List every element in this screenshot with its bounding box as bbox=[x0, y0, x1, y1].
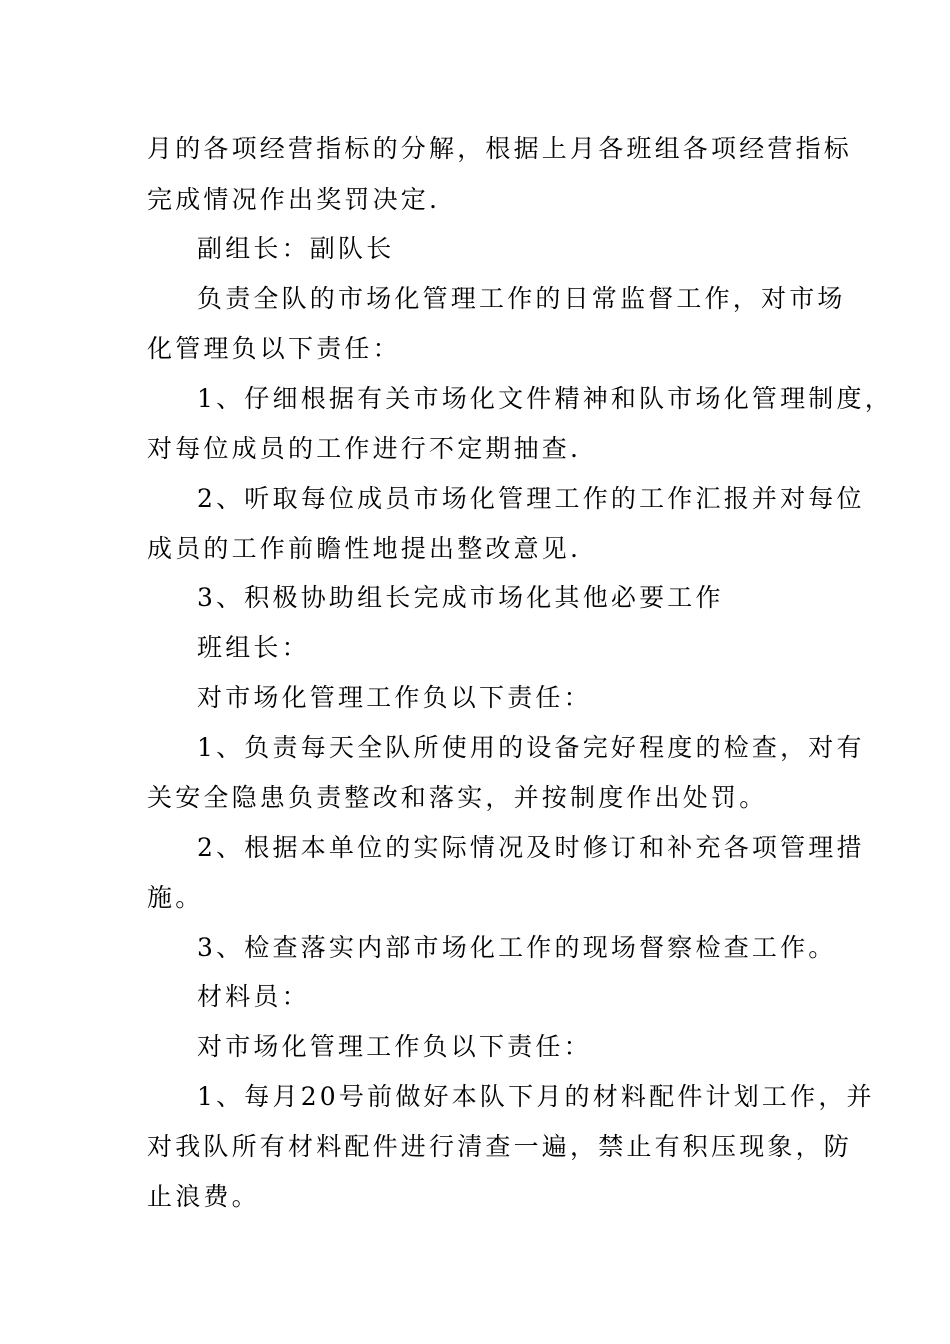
body-line: 成员的工作前瞻性地提出整改意见. bbox=[147, 534, 582, 563]
body-line: 关安全隐患负责整改和落实，并按制度作出处罚。 bbox=[147, 783, 768, 812]
body-line: 负责全队的市场化管理工作的日常监督工作，对市场 bbox=[197, 284, 846, 313]
list-item: 3、积极协助组长完成市场化其他必要工作 bbox=[197, 583, 724, 612]
list-item: 1、每月20号前做好本队下月的材料配件计划工作，并 bbox=[197, 1082, 875, 1111]
body-line: 对市场化管理工作负以下责任： bbox=[197, 1032, 592, 1061]
list-item: 3、检查落实内部市场化工作的现场督察检查工作。 bbox=[197, 933, 837, 962]
body-line: 对我队所有材料配件进行清查一遍，禁止有积压现象，防 bbox=[147, 1132, 853, 1161]
body-line: 施。 bbox=[147, 883, 204, 912]
list-item: 1、仔细根据有关市场化文件精神和队市场化管理制度， bbox=[197, 384, 893, 413]
body-line: 止浪费。 bbox=[147, 1182, 260, 1211]
list-item: 2、听取每位成员市场化管理工作的工作汇报并对每位 bbox=[197, 484, 865, 513]
list-item: 2、根据本单位的实际情况及时修订和补充各项管理措 bbox=[197, 833, 865, 862]
body-line: 完成情况作出奖罚决定. bbox=[147, 185, 441, 214]
body-line: 对市场化管理工作负以下责任： bbox=[197, 683, 592, 712]
body-line: 化管理负以下责任： bbox=[147, 334, 401, 363]
section-heading-materials-clerk: 材料员： bbox=[197, 982, 310, 1011]
list-item: 1、负责每天全队所使用的设备完好程度的检查，对有 bbox=[197, 733, 865, 762]
section-heading-team-leader: 班组长： bbox=[197, 633, 310, 662]
section-heading-deputy-leader: 副组长：副队长 bbox=[197, 234, 395, 263]
body-line: 月的各项经营指标的分解，根据上月各班组各项经营指标 bbox=[147, 134, 853, 163]
body-line: 对每位成员的工作进行不定期抽查. bbox=[147, 434, 582, 463]
